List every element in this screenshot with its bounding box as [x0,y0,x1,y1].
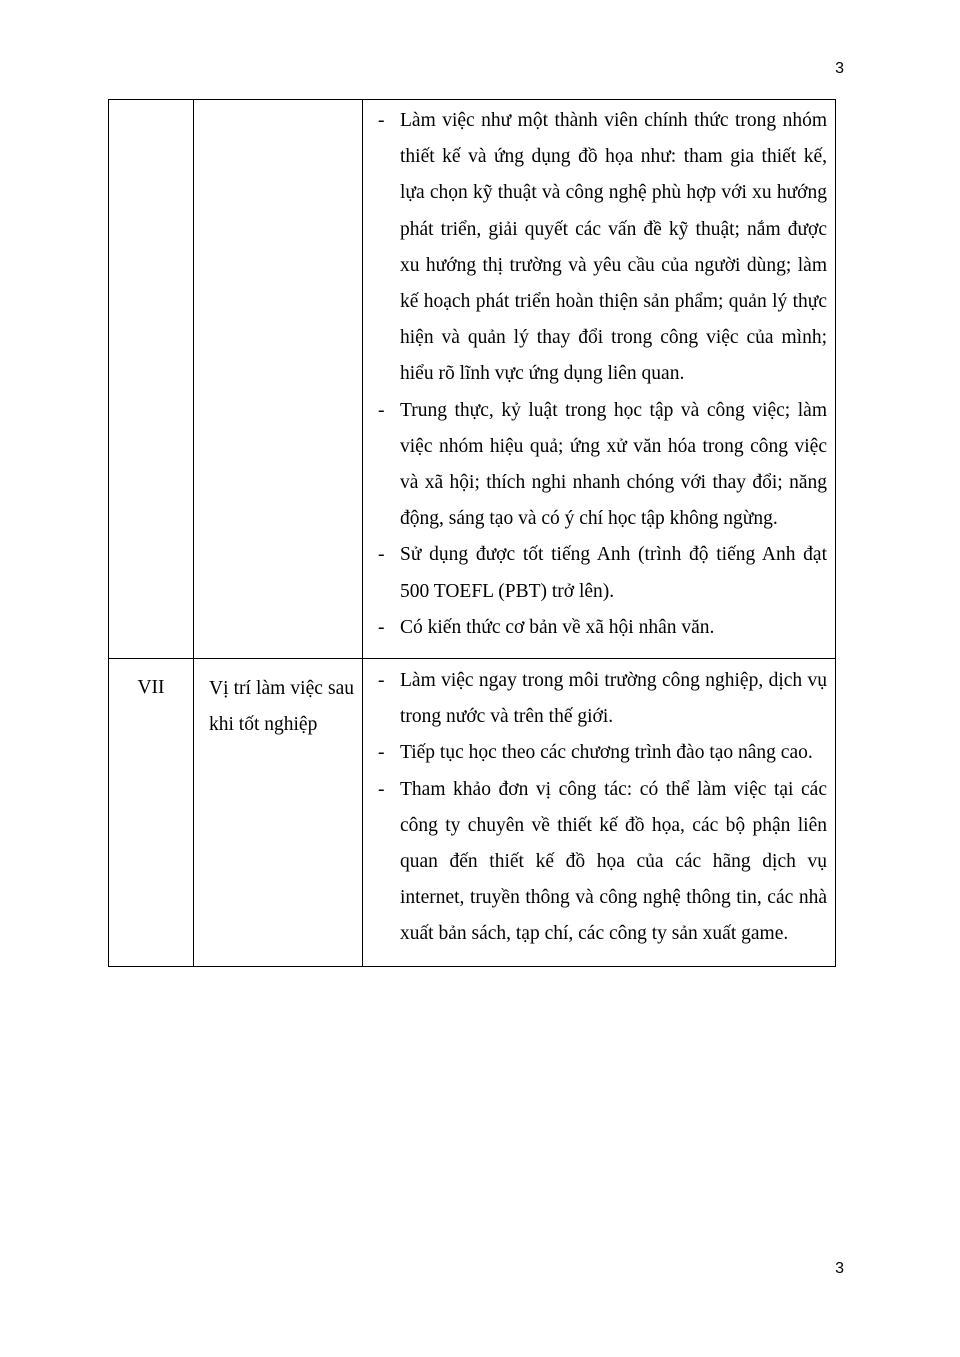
list-item: - Trung thực, kỷ luật trong học tập và công việc; làm việc nhóm hiệu quả; ứng xử văn hóa trong công việc và xã hội; thích nghi nhanh chóng với thay đổi; năng động, sáng tạo và có ý chí học tập không ngừng. [375,393,827,538]
page-number-bottom: 3 [835,1260,844,1277]
list-item: - Có kiến thức cơ bản về xã hội nhân văn. [375,610,827,646]
bullet-list [375,103,827,646]
table-row [109,100,836,659]
list-item: - Sử dụng được tốt tiếng Anh (trình độ tiếng Anh đạt 500 TOEFL (PBT) trở lên). [375,537,827,609]
list-item: - Làm việc như một thành viên chính thức trong nhóm thiết kế và ứng dụng đồ họa như: tham gia thiết kế, lựa chọn kỹ thuật và công nghệ phù hợp với xu hướng phát triển, giải quyết các vấn đề kỹ thuật; nắm được xu hướng thị trường và yêu cầu của người dùng; làm kế hoạch phát triển hoàn thiện sản phẩm; quản lý thực hiện và quản lý thay đổi trong công việc của mình; hiểu rõ lĩnh vực ứng dụng liên quan. [375,103,827,393]
row-label-cell [194,659,363,967]
row-label-cell [194,100,363,659]
row-label [194,100,362,112]
row-number-cell [109,100,194,659]
list-item: - Làm việc ngay trong môi trường công nghiệp, dịch vụ trong nước và trên thế giới. [375,663,827,735]
table-row [109,659,836,967]
list-item: - Tham khảo đơn vị công tác: có thể làm việc tại các công ty chuyên về thiết kế đồ họa, các bộ phận liên quan đến thiết kế đồ họa của các hãng dịch vụ internet, truyền thông và công nghệ thông tin, các nhà xuất bản sách, tạp chí, các công ty sản xuất game. [375,772,827,953]
row-content-cell [363,659,836,967]
row-number: VII [137,677,165,699]
page-number-top: 3 [835,60,844,77]
bullet-list [375,663,827,953]
row-number-cell [109,659,194,967]
program-table [108,99,836,967]
row-number [109,100,193,123]
list-item: - Tiếp tục học theo các chương trình đào tạo nâng cao. [375,735,827,771]
row-content-cell [363,100,836,659]
row-label: Vị trí làm việc sau khi tốt nghiệp [209,678,354,736]
